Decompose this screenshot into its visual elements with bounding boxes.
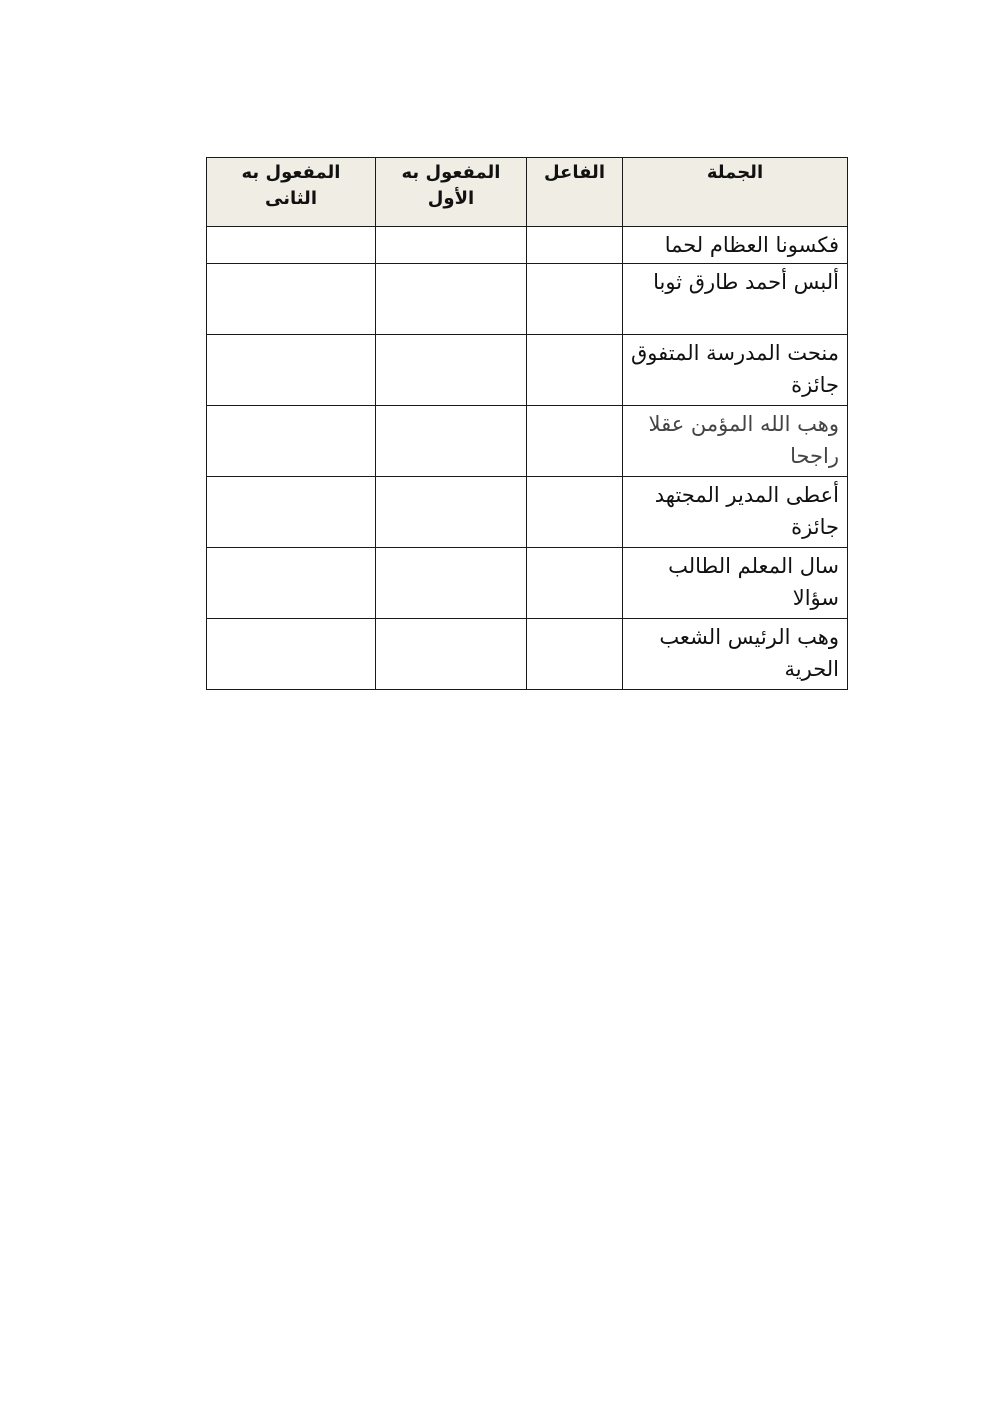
table-row <box>207 619 848 690</box>
table-row <box>207 548 848 619</box>
second-object-answer-cell[interactable] <box>207 406 376 477</box>
subject-answer-cell[interactable] <box>527 548 623 619</box>
first-object-answer-cell[interactable] <box>376 548 527 619</box>
second-object-answer-cell[interactable] <box>207 264 376 335</box>
subject-answer-cell[interactable] <box>527 406 623 477</box>
second-object-answer-cell[interactable] <box>207 335 376 406</box>
header-second-object: المفعول به الثانى <box>207 158 376 227</box>
first-object-answer-cell[interactable] <box>376 477 527 548</box>
sentence-cell: أعطى المدير المجتهد جائزة <box>623 477 848 548</box>
second-object-answer-cell[interactable] <box>207 619 376 690</box>
sentence-cell: فكسونا العظام لحما <box>623 227 848 264</box>
second-object-answer-cell[interactable] <box>207 548 376 619</box>
subject-answer-cell[interactable] <box>527 264 623 335</box>
table-row <box>207 335 848 406</box>
sentence-cell: وهب الله المؤمن عقلا راجحا <box>623 406 848 477</box>
table-header-row <box>207 158 848 227</box>
first-object-answer-cell[interactable] <box>376 227 527 264</box>
grammar-table <box>206 157 848 690</box>
table-row <box>207 406 848 477</box>
first-object-answer-cell[interactable] <box>376 264 527 335</box>
header-first-object: المفعول به الأول <box>376 158 527 227</box>
header-sentence: الجملة <box>623 158 848 227</box>
subject-answer-cell[interactable] <box>527 227 623 264</box>
sentence-cell: سال المعلم الطالب سؤالا <box>623 548 848 619</box>
table-row <box>207 264 848 335</box>
subject-answer-cell[interactable] <box>527 335 623 406</box>
first-object-answer-cell[interactable] <box>376 406 527 477</box>
first-object-answer-cell[interactable] <box>376 335 527 406</box>
sentence-cell: وهب الرئيس الشعب الحرية <box>623 619 848 690</box>
sentence-cell: ألبس أحمد طارق ثوبا <box>623 264 848 335</box>
second-object-answer-cell[interactable] <box>207 227 376 264</box>
subject-answer-cell[interactable] <box>527 619 623 690</box>
first-object-answer-cell[interactable] <box>376 619 527 690</box>
sentence-cell: منحت المدرسة المتفوق جائزة <box>623 335 848 406</box>
table-row <box>207 227 848 264</box>
header-subject: الفاعل <box>527 158 623 227</box>
subject-answer-cell[interactable] <box>527 477 623 548</box>
table-row <box>207 477 848 548</box>
second-object-answer-cell[interactable] <box>207 477 376 548</box>
